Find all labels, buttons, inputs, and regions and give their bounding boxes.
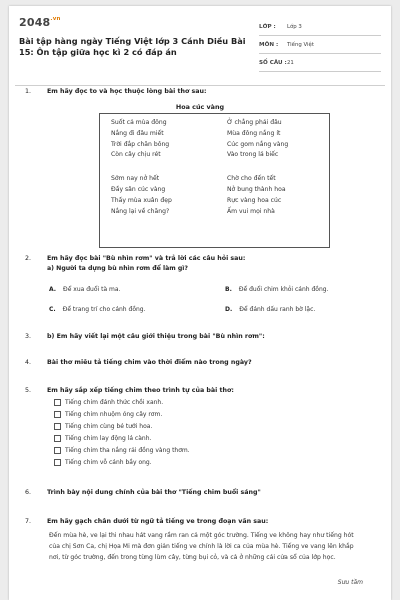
- poem-line: Đầy sân cúc vàng: [111, 185, 166, 193]
- checkbox[interactable]: [54, 411, 61, 418]
- meta-value: Lớp 3: [287, 23, 302, 30]
- logo-domain: .vn: [50, 16, 61, 22]
- option-text: Để đuổi chim khỏi cánh đồng.: [238, 286, 329, 293]
- question-text: Em hãy đọc to và học thuộc lòng bài thơ sau:: [47, 88, 207, 95]
- poem-line: Nắng đi đâu miết: [111, 129, 164, 137]
- question-number: 1.: [25, 88, 32, 95]
- option-text: Để xua đuổi tà ma.: [63, 286, 121, 293]
- poem-line: Chờ cho đến tết: [227, 175, 276, 183]
- poem-line: Cúc gom nắng vàng: [227, 140, 289, 148]
- poem-box: [99, 113, 330, 248]
- meta-key: LỚP :: [259, 23, 276, 30]
- question-number: 5.: [25, 387, 32, 394]
- poem-line: Rực vàng hoa cúc: [227, 196, 282, 204]
- poem-line: Sớm nay nở hết: [111, 175, 160, 183]
- meta-table: [259, 18, 381, 72]
- poem-line: Nắng lại về chăng?: [111, 207, 170, 215]
- question-text: Em hãy sắp xếp tiếng chim theo trình tự của bài thơ:: [47, 387, 234, 394]
- poem-line: Vào trong lá biếc: [227, 151, 279, 159]
- poem-line: Mùa đông nắng ít: [227, 129, 281, 137]
- question-2-sub: a) Người ta dựng bù nhìn rơm để làm gì?: [47, 265, 189, 272]
- order-item[interactable]: [54, 423, 152, 430]
- option-letter: B.: [225, 286, 232, 293]
- poem-line: Nở bung thành hoa: [227, 185, 286, 193]
- poem-line: Suốt cả mùa đông: [111, 119, 167, 126]
- option-text: Để đánh dấu ranh bờ lặc.: [239, 306, 316, 313]
- question-text: Bài thơ miêu tả tiếng chim vào thời điểm nào trong ngày?: [47, 359, 252, 366]
- poem-line: Còn cây chịu rét: [111, 151, 161, 159]
- checkbox[interactable]: [54, 399, 61, 406]
- option-d[interactable]: [225, 306, 315, 313]
- header-divider: [15, 85, 385, 86]
- checkbox[interactable]: [54, 423, 61, 430]
- poem-right-column: [227, 118, 288, 217]
- option-c[interactable]: [49, 306, 146, 313]
- option-text: Để trang trí cho cánh đồng.: [62, 306, 146, 313]
- question-number: 7.: [25, 518, 32, 525]
- passage-text: Đến mùa hè, ve lại thi nhau hát vang rầm ran cả một góc trường. Tiếng ve không hay như tiếng hót của chị Sơn Ca, chị Họa Mi mà đơn giản tiếng ve chính là lời ca của mùa hè. Tiếng ve vang lên khắp nơi, từ góc trường, đến trong từng lùm cây, từng bụi cỏ, và cả ở những cái cửa sổ của lớp học.: [49, 532, 354, 561]
- logo-text: 2048: [19, 16, 51, 29]
- passage-source: Sưu tầm: [337, 579, 363, 586]
- stanza-gap: [111, 161, 172, 174]
- option-letter: A.: [49, 286, 57, 293]
- order-item-text: Tiếng chim tha nắng rải đồng vàng thơm.: [65, 447, 190, 454]
- order-item-text: Tiếng chim nhuộm óng cây rơm.: [65, 411, 163, 418]
- order-item[interactable]: [54, 435, 151, 442]
- checkbox[interactable]: [54, 435, 61, 442]
- question-number: 2.: [25, 255, 32, 262]
- page-title: Bài tập hàng ngày Tiếng Việt lớp 3 Cánh Diều Bài 15: Ôn tập giữa học kì 2 có đáp án: [19, 36, 246, 57]
- order-item[interactable]: [54, 399, 163, 406]
- poem-line: Ấm vui mọi nhà: [227, 207, 275, 215]
- order-item[interactable]: [54, 459, 152, 466]
- question-number: 6.: [25, 489, 32, 496]
- option-letter: D.: [225, 306, 233, 313]
- checkbox[interactable]: [54, 459, 61, 466]
- option-a[interactable]: [49, 286, 120, 293]
- poem-line: Ở chẳng phải đâu: [227, 119, 282, 126]
- meta-value: 21: [287, 59, 294, 66]
- order-item-text: Tiếng chim đánh thức chồi xanh.: [65, 399, 164, 406]
- question-text: Em hãy đọc bài "Bù nhìn rơm" và trả lời các câu hỏi sau:: [47, 255, 246, 262]
- question-number: 4.: [25, 359, 32, 366]
- worksheet-page: [9, 6, 391, 600]
- meta-row-class: [259, 18, 381, 36]
- meta-value: Tiếng Việt: [287, 41, 314, 48]
- site-logo[interactable]: [19, 16, 61, 29]
- meta-key: MÔN :: [259, 41, 279, 48]
- stanza-gap: [227, 161, 288, 174]
- order-item-text: Tiếng chim cùng bé tưới hoa.: [65, 423, 153, 430]
- question-text: Em hãy gạch chân dưới từ ngữ tả tiếng ve trong đoạn văn sau:: [47, 518, 269, 525]
- poem-line: Trời đắp chăn bông: [111, 140, 170, 148]
- option-b[interactable]: [225, 286, 329, 293]
- checkbox[interactable]: [54, 447, 61, 454]
- poem-left-column: [111, 118, 172, 217]
- meta-row-count: [259, 54, 381, 72]
- order-item-text: Tiếng chim lay động lá cành.: [65, 435, 152, 442]
- order-item[interactable]: [54, 411, 162, 418]
- header: [19, 16, 381, 74]
- option-letter: C.: [49, 306, 56, 313]
- question-text: Trình bày nội dung chính của bài thơ "Tiếng chim buổi sáng": [47, 489, 261, 496]
- order-item[interactable]: [54, 447, 190, 454]
- meta-row-subject: [259, 36, 381, 54]
- poem-title: Hoa cúc vàng: [175, 103, 225, 111]
- order-item-text: Tiếng chim vỗ cánh bầy ong.: [65, 459, 152, 466]
- question-number: 3.: [25, 333, 32, 340]
- poem-line: Thấy mùa xuân đẹp: [111, 196, 172, 204]
- meta-key: SỐ CÂU :: [259, 59, 287, 66]
- question-text: b) Em hãy viết lại một câu giới thiệu trong bài "Bù nhìn rơm":: [47, 333, 265, 340]
